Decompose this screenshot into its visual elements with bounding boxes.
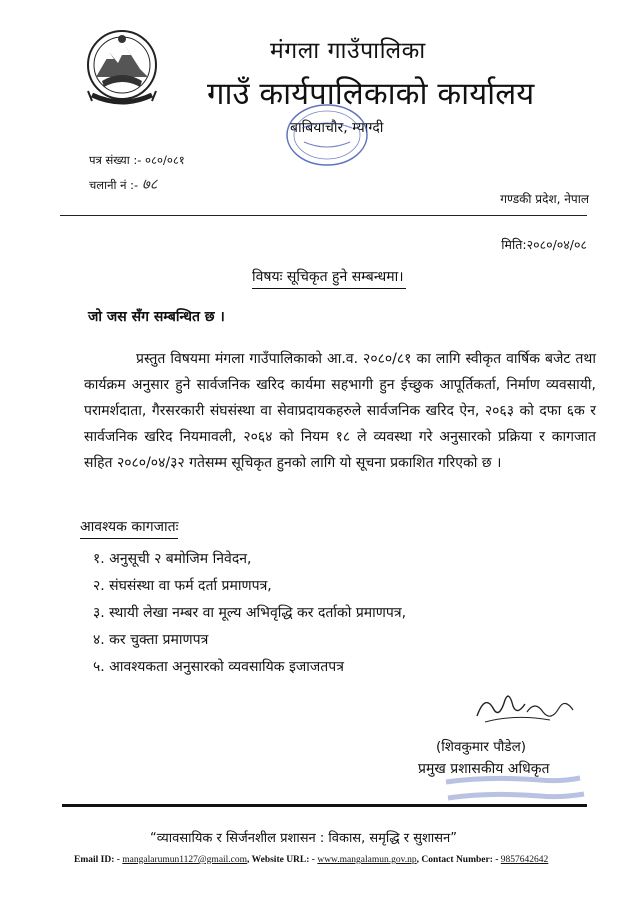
list-item: १. अनुसूची २ बमोजिम निवेदन, [93,551,252,567]
requirements-heading [80,517,178,536]
reference-number [89,153,185,168]
handwritten-signature-icon [455,686,585,731]
dispatch-value: ७८ [141,175,158,193]
officer-name-stamp-icon [440,772,590,808]
body-paragraph: प्रस्तुत विषयमा मंगला गाउँपालिकाको आ.व. २०८०/८१ का लागि स्वीकृत वार्षिक बजेट तथा कार्यक्रम अनुसार हुने सार्वजनिक खरिद कार्यमा सहभागी हुन ईच्छुक आपूर्तिकर्ता, निर्माण व्यवसायी, परामर्शदाता, गैरसरकारी संघसंस्था वा सेवाप्रदायकहरुले सार्वजनिक खरिद ऐन, २०६३ को दफा ६क र सार्वजनिक खरिद नियमावली, २०६४ को नियम १८ ले व्यवस्था गरे अनुसारको प्रक्रिया र कागजात सहित २०८०/०४/३२ गतेसम्म सूचिकृत हुनको लागि यो सूचना प्रकाशित गरिएको छ । [84,351,596,471]
requirements-underline [80,538,178,539]
list-item: ४. कर चुक्ता प्रमाणपत्र [93,632,209,648]
office-seal-stamp-icon [282,100,372,170]
email-link[interactable]: mangalarumun1127@gmail.com [122,855,248,865]
website-label: , Website URL: - [247,855,315,865]
signer-title: प्रमुख प्रशासकीय अधिकृत [418,761,550,777]
contact-number-label: , Contact Number: - [416,855,499,865]
ref-value: ०८०/०८१ [145,153,185,167]
footer-motto: “व्यावसायिक र सिर्जनशील प्रशासन : विकास, समृद्धि र सुशासन” [150,831,457,846]
header-divider [60,215,587,216]
subject-underline [252,288,406,289]
list-item: २. संघसंस्था वा फर्म दर्ता प्रमाणपत्र, [93,578,272,594]
office-name: गाउँ कार्यपालिकाको कार्यालय [207,76,535,112]
requirements-heading-text: आवश्यक कागजातः [80,519,179,535]
nepal-government-emblem-icon [82,25,162,111]
subject-line [252,267,404,286]
list-item: ३. स्थायी लेखा नम्बर वा मूल्य अभिवृद्धि कर दर्ताको प्रमाणपत्र, [93,605,407,621]
footer-contact [74,855,548,865]
org-name: मंगला गाउँपालिका [270,38,426,64]
list-item: ५. आवश्यकता अनुसारको व्यवसायिक इजाजतपत्र [93,659,344,675]
dispatch-number [89,174,157,194]
letter-date: मिति:२०८०/०४/०८ [501,237,587,252]
office-address: बाबियाचौर, म्याग्दी [290,120,384,136]
website-link[interactable]: www.mangalamun.gov.np [317,855,417,865]
contact-number: 9857642642 [500,855,549,865]
email-label: Email ID: - [74,855,120,865]
subject-text: विषयः सूचिकृत हुने सम्बन्धमा। [252,269,404,285]
requirements-list [93,546,406,681]
province: गण्डकी प्रदेश, नेपाल [500,192,589,206]
footer-divider [62,804,587,807]
salutation: जो जस सँग सम्बन्धित छ । [88,309,225,325]
ref-label: पत्र संख्या :- [89,153,142,167]
dispatch-label: चलानी नं :- [89,178,139,192]
signer-name: (शिवकुमार पौडेल) [436,739,527,755]
